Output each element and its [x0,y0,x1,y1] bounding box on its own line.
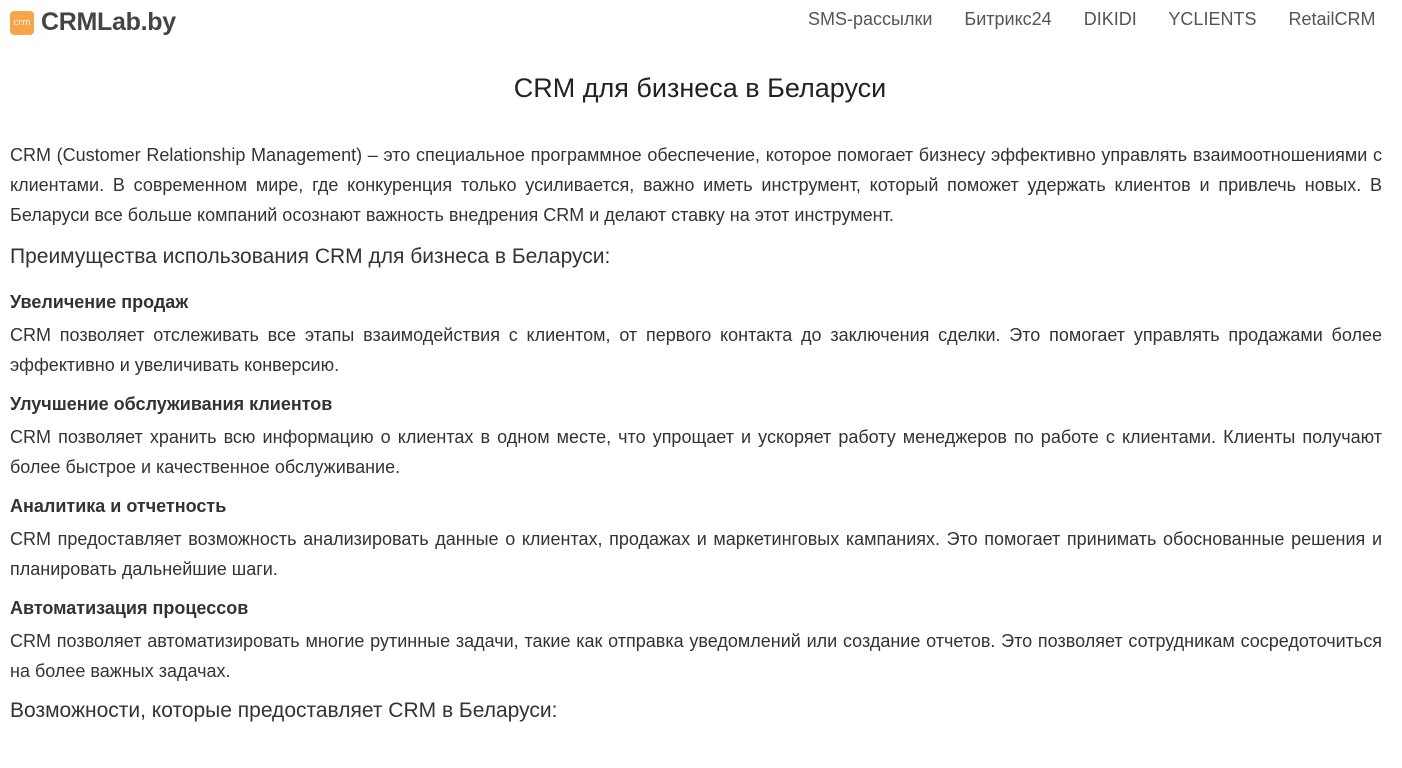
advantage-title-automation: Автоматизация процессов [10,598,249,618]
advantage-title-service: Улучшение обслуживания клиентов [10,394,333,414]
site-name: CRMLab.by [41,8,176,36]
site-logo[interactable] [10,8,176,37]
advantage-text-service: CRM позволяет хранить всю информацию о клиентах в одном месте, что упрощает и ускоряет работу менеджеров по работе с клиентами. Клиенты получают более быстрое и качественное обслуживание. [10,427,1382,477]
intro-paragraph: CRM (Customer Relationship Management) – это специальное программное обеспечение, которое помогает бизнесу эффективно управлять взаимоотношениями с клиентами. В современном мире, где конкуренция только усиливается, важно иметь инструмент, который поможет удержать клиентов и привлечь новых. В Беларуси все больше компаний осознают важность внедрения CRM и делают ставку на этот инструмент. [10,145,1382,225]
site-header [0,0,1376,50]
nav-link-sms[interactable]: SMS-рассылки [808,9,933,29]
capabilities-heading: Возможности, которые предоставляет CRM в Беларуси: [10,699,558,722]
nav-link-retailcrm[interactable]: RetailCRM [1288,9,1376,29]
article-content [10,140,1382,742]
nav-link-yclients[interactable]: YCLIENTS [1168,9,1257,29]
nav-link-bitrix24[interactable]: Битрикс24 [964,9,1052,29]
crm-logo-icon: crm [10,11,34,35]
advantage-text-sales: CRM позволяет отслеживать все этапы взаимодействия с клиентом, от первого контакта до заключения сделки. Это помогает управлять продажами более эффективно и увеличивать конверсию. [10,325,1382,375]
advantages-heading: Преимущества использования CRM для бизнеса в Беларуси: [10,245,611,268]
advantage-text-analytics: CRM предоставляет возможность анализировать данные о клиентах, продажах и маркетинговых кампаниях. Это помогает принимать обоснованные решения и планировать дальнейшие шаги. [10,529,1382,579]
advantage-text-automation: CRM позволяет автоматизировать многие рутинные задачи, такие как отправка уведомлений или создание отчетов. Это позволяет сотрудникам сосредоточиться на более важных задачах. [10,631,1382,681]
main-nav [808,9,1402,30]
advantage-title-sales: Увеличение продаж [10,292,189,312]
nav-link-dikidi[interactable]: DIKIDI [1083,9,1137,29]
page-title: CRM для бизнеса в Беларуси [513,73,887,103]
advantage-title-analytics: Аналитика и отчетность [10,496,227,516]
